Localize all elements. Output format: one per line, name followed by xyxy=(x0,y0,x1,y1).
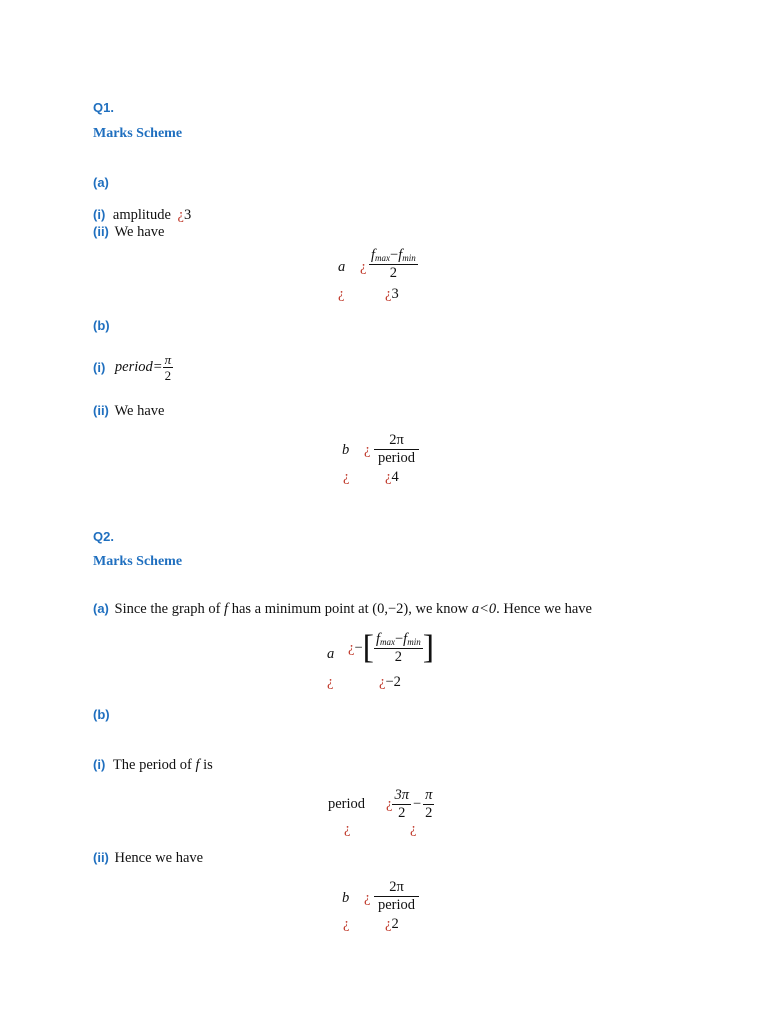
q1-a-i-value: 3 xyxy=(183,207,192,223)
eq-row2-symbol: ¿ xyxy=(343,916,350,932)
eq-rhs: ¿ $\frac{3\pi}{2}$ − $\frac{\pi}{2}$ xyxy=(386,787,433,821)
eq-row2-symbol: ¿ xyxy=(343,469,350,485)
q2-b-i-label: (i) xyxy=(93,757,106,772)
q1-b-i-text: period= xyxy=(114,359,163,376)
q2-a-label: (a) xyxy=(93,601,109,616)
q1-b-i-line xyxy=(93,353,173,382)
q1-heading: Q1. xyxy=(93,100,114,115)
eq-row2-value: ¿2 xyxy=(385,916,399,932)
q2-b-i-text-2: is xyxy=(203,757,213,773)
q2-marks-scheme: Marks Scheme xyxy=(93,554,183,569)
frac-numerator: 2π xyxy=(374,880,419,897)
eq-symbol: ¿ xyxy=(364,890,371,906)
eq-fraction xyxy=(374,433,419,465)
eq-symbol: ¿ xyxy=(360,259,367,275)
q2-b-ii-line xyxy=(93,851,203,866)
frac-numerator: $f_{max}-f_{min}$ xyxy=(371,247,416,263)
q1-part-a-label: (a) xyxy=(93,175,109,190)
frac-numerator: 2π xyxy=(374,433,419,450)
q2-b-i-f: f xyxy=(195,757,200,773)
q1-b-i-fraction: $\frac{\pi}{2}$ xyxy=(164,352,172,383)
eq-row2-symbol: ¿ xyxy=(327,674,334,690)
eq-var: b xyxy=(342,442,350,458)
eq-fraction-1: $\frac{3\pi}{2}$ xyxy=(394,787,409,821)
q1-a-i-label: (i) xyxy=(93,207,106,222)
q1-a-ii-line xyxy=(93,225,164,240)
eq-symbol: ¿ xyxy=(364,442,371,458)
q1-a-i-text: amplitude xyxy=(112,207,171,223)
eq-row2-value: ¿4 xyxy=(385,469,399,485)
q2-a-f: f xyxy=(224,601,229,617)
q1-b-ii-text: We have xyxy=(114,403,165,419)
eq-var: a xyxy=(327,646,335,662)
eq-var: a xyxy=(338,259,346,275)
q2-a-text-3: , we know xyxy=(408,601,469,617)
eq-var: b xyxy=(342,890,350,906)
frac-denominator: 2 xyxy=(389,265,397,281)
q2-a-point: (0,−2) xyxy=(372,601,409,617)
eq-lhs: period xyxy=(328,796,366,812)
eq-fraction xyxy=(374,880,419,912)
q2-b-ii-text: Hence we have xyxy=(114,850,204,866)
eq-fraction-2: $\frac{\pi}{2}$ xyxy=(425,787,433,821)
q1-b-i-label: (i) xyxy=(93,360,106,375)
q1-marks-scheme: Marks Scheme xyxy=(93,126,183,141)
eq-fraction xyxy=(374,632,423,665)
q1-b-ii-label: (ii) xyxy=(93,403,109,418)
frac-numerator: $f_{max}-f_{min}$ xyxy=(375,630,421,647)
eq-row2-value: ¿−2 xyxy=(379,674,401,690)
eq-fraction xyxy=(369,248,418,281)
q1-a-i-symbol: ¿ xyxy=(177,207,184,223)
eq-symbol: ¿ xyxy=(386,795,393,812)
eq-symbol: ¿ xyxy=(348,639,355,656)
q2-heading: Q2. xyxy=(93,529,114,544)
q1-a-ii-text: We have xyxy=(114,224,165,240)
q2-a-text-2: has a minimum point at xyxy=(231,601,369,617)
q2-a-line xyxy=(93,602,592,617)
eq-row2-symbol: ¿ xyxy=(344,821,351,837)
q2-part-b-label: (b) xyxy=(93,707,110,722)
q2-b-ii-label: (ii) xyxy=(93,850,109,865)
eq-row2-symbol-2: ¿ xyxy=(410,821,417,837)
eq-row2-value: ¿3 xyxy=(385,286,399,302)
frac-denominator: period xyxy=(378,449,416,466)
eq-rhs: ¿−[ $\frac{f_{max}-f_{min}}{2}$ ] xyxy=(348,629,435,666)
frac-denominator: 2 xyxy=(394,648,402,665)
q1-b-ii-line xyxy=(93,404,164,419)
q2-a-text-1: Since the graph of xyxy=(114,601,221,617)
eq-row2-symbol: ¿ xyxy=(338,286,345,302)
q2-b-i-text-1: The period of xyxy=(112,757,192,773)
q2-a-condition: a<0 xyxy=(471,601,497,617)
q2-b-i-line xyxy=(93,758,213,773)
q1-part-b-label: (b) xyxy=(93,318,110,333)
q2-a-text-4: . Hence we have xyxy=(496,601,592,617)
q1-a-i-line xyxy=(93,208,191,223)
frac-denominator: period xyxy=(378,896,416,913)
q1-a-ii-label: (ii) xyxy=(93,224,109,239)
